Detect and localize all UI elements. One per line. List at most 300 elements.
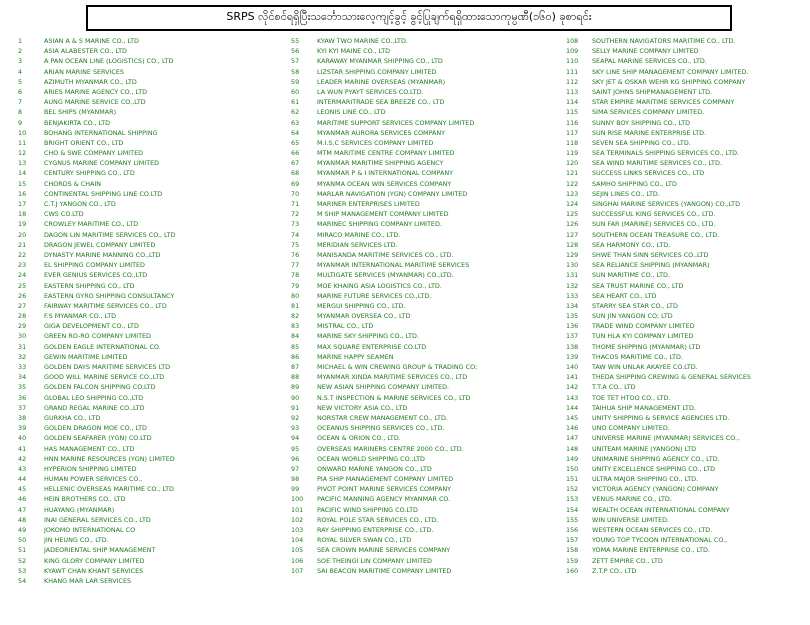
company-row [566, 87, 808, 97]
company-number: 46 [18, 495, 27, 504]
company-number: 135 [566, 312, 579, 321]
company-row [291, 321, 553, 331]
company-name: JOKOMO INTERNATIONAL CO [44, 526, 136, 534]
company-row [566, 342, 808, 352]
company-name: PACIFIC MANNING AGENCY MYANMAR CO. [317, 495, 451, 504]
company-name: LEONIS LINE CO., LTD [317, 108, 386, 117]
company-number: 73 [291, 220, 300, 229]
company-name: ZETT EMPIRE CO., LTD [592, 556, 663, 565]
company-row [566, 311, 808, 321]
company-name: HAS MANAGEMENT CO., LTD [44, 444, 135, 453]
company-row [291, 515, 553, 525]
company-number: 43 [18, 464, 27, 473]
company-row [291, 474, 553, 484]
company-number: 143 [566, 393, 579, 402]
company-name: TAIHUA SHIP MANAGEMENT LTD. [592, 403, 696, 412]
company-row [18, 87, 273, 97]
company-row [291, 270, 553, 280]
company-number: 150 [566, 464, 579, 473]
company-name: OCEAN & ORION CO., LTD. [317, 434, 401, 443]
company-name: JADEORIENTAL SHIP MANAGEMENT [44, 546, 156, 555]
company-row [18, 362, 273, 372]
company-row [566, 464, 808, 474]
company-name: MIRACO MARINE CO., LTD. [317, 230, 401, 239]
company-name: GEWIN MARITIME LIMITED [44, 352, 128, 361]
company-number: 12 [18, 149, 27, 158]
company-row [291, 46, 553, 56]
company-number: 50 [18, 536, 27, 545]
company-name: UNITY EXCELLENCE SHIPPING CO., LTD [592, 464, 716, 473]
company-number: 35 [18, 383, 27, 392]
company-row [291, 403, 553, 413]
company-name: ULTRA MAJOR SHIPPING CO., LTD. [592, 475, 699, 484]
company-name: SEA WIND MARITIME SERVICES CO., LTD. [592, 159, 722, 168]
company-row [291, 209, 553, 219]
company-row [18, 118, 273, 128]
company-number: 129 [566, 250, 579, 259]
company-row [291, 148, 553, 158]
company-row [566, 413, 808, 423]
company-name: SOE THEINGI LIN COMPANY LIMITED [317, 556, 432, 565]
company-number: 116 [566, 118, 579, 127]
company-number: 110 [566, 57, 579, 66]
company-row [566, 118, 808, 128]
company-row [291, 372, 553, 382]
company-name: INTERMARITRADE SEA BREEZE CO., LTD [317, 98, 445, 107]
company-row [291, 281, 553, 291]
company-name: MARINER ENTERPRISES LIMITED [317, 200, 420, 208]
company-number: 148 [566, 444, 579, 453]
company-number: 131 [566, 271, 579, 280]
company-name: CHORDS & CHAIN [44, 179, 102, 188]
company-name: NORSTAR CREW MANAGEMENT CO., LTD. [317, 413, 448, 422]
company-name: AUNG MARINE SERVICE CO.,LTD [44, 98, 146, 107]
company-row [566, 199, 808, 209]
company-row [566, 545, 808, 555]
company-name: EASTERN GYRO SHIPPING CONSULTANCY [44, 291, 175, 300]
company-name: BEL SHIPS (MYANMAR) [44, 108, 117, 117]
company-name: C.T.J YANGON CO., LTD [44, 200, 116, 208]
company-number: 61 [291, 98, 300, 107]
company-row [291, 107, 553, 117]
company-number: 133 [566, 291, 579, 300]
company-name: SOUTHERN OCEAN TREASURE CO., LTD. [592, 230, 720, 239]
company-number: 14 [18, 169, 27, 178]
company-name: BOHANG INTERNATIONAL SHIPPING [44, 128, 158, 137]
company-name: N.S.T INSPECTION & MARINE SERVICES CO., LTD [317, 393, 471, 402]
company-row [291, 219, 553, 229]
company-row [18, 474, 273, 484]
company-number: 72 [291, 210, 300, 219]
company-row [18, 454, 273, 464]
company-name: VENUS MARINE CO., LTD. [592, 495, 672, 504]
company-name: SINGHAI MARINE SERVICES (YANGON) CO.,LTD [592, 200, 740, 208]
company-name: MERIDIAN SERVICES LTD. [317, 240, 398, 249]
company-row [291, 494, 553, 504]
company-row [566, 179, 808, 189]
company-name: SUN FAR (MARINE) SERVICES CO., LTD. [592, 220, 716, 229]
company-name: HYPERION SHIPPING LIMITED [44, 464, 137, 473]
company-number: 115 [566, 108, 579, 117]
company-number: 113 [566, 87, 579, 96]
company-name: MULTIGATE SERVICES (MYANMAR) CO.,LTD. [317, 271, 454, 280]
company-name: SAI BEACON MARITIME COMPANY LIMITED [317, 566, 452, 575]
company-name: OCEANUS SHIPPING SERVICES CO., LTD. [317, 424, 445, 433]
company-number: 91 [291, 403, 300, 412]
company-name: MYANMAR OVERSEA CO., LTD [317, 312, 411, 321]
company-number: 66 [291, 149, 300, 158]
company-name: TOE TET HTOO CO., LTD. [592, 393, 671, 402]
company-name: SOUTHERN NAVIGATORS MARITIME CO., LTD. [592, 37, 736, 45]
company-name: ASIAN A & S MARINE CO., LTD [44, 37, 139, 45]
company-number: 111 [566, 67, 579, 76]
company-row [18, 97, 273, 107]
company-name: SHWE THAN SINN SERVICES CO.,LTD [592, 250, 709, 259]
company-number: 157 [566, 536, 579, 545]
company-row [566, 128, 808, 138]
company-row [566, 77, 808, 87]
company-name: SAMHO SHIPPING CO., LTD [592, 179, 677, 188]
company-number: 83 [291, 322, 300, 331]
company-number: 32 [18, 352, 27, 361]
company-row [18, 77, 273, 87]
company-row [566, 494, 808, 504]
company-number: 142 [566, 383, 579, 392]
company-row [18, 444, 273, 454]
company-name: SEVEN SEA SHIPPING CO., LTD. [592, 138, 691, 147]
company-name: F.S MYANMAR CO., LTD [44, 312, 117, 321]
company-row [566, 56, 808, 66]
company-number: 45 [18, 485, 27, 494]
company-name: DAGON LIN MARITIME SERVICES CO., LTD [44, 230, 176, 239]
company-number: 94 [291, 434, 300, 443]
company-row [291, 240, 553, 250]
company-name: GOLDEN EAGLE INTERNATIONAL CO. [44, 342, 161, 351]
company-number: 16 [18, 189, 27, 198]
company-number: 33 [18, 363, 27, 371]
company-name: SUCCESS LINKS SERVICES CO., LTD [592, 169, 705, 178]
company-number: 126 [566, 220, 579, 229]
company-row [566, 281, 808, 291]
company-row [566, 423, 808, 433]
company-name: SUN MARITIME CO., LTD. [592, 271, 670, 280]
company-row [566, 525, 808, 535]
company-number: 84 [291, 332, 300, 341]
company-name: MARLAR NAVIGATION (YGN) COMPANY LIMITED [317, 189, 468, 198]
company-number: 52 [18, 556, 27, 565]
company-name: THOME SHIPPING (MYANMAR) LTD [592, 342, 701, 351]
company-row [18, 403, 273, 413]
company-row [18, 46, 273, 56]
company-number: 124 [566, 200, 579, 208]
company-row [291, 566, 553, 576]
company-name: GOLDEN SEAFARER (YGN) CO.LTD [44, 434, 152, 443]
company-row [291, 158, 553, 168]
company-name: KING GLORY COMPANY LIMITED [44, 556, 145, 565]
company-number: 51 [18, 546, 27, 555]
company-row [566, 36, 808, 46]
company-name: YOUNG TOP TYCOON INTERNATIONAL CO., [592, 536, 728, 545]
company-row [18, 566, 273, 576]
company-number: 69 [291, 179, 300, 188]
company-number: 106 [291, 556, 304, 565]
company-number: 10 [18, 128, 27, 137]
company-name: MARINEC SHIPPING COMPANY LIMITED. [317, 220, 442, 229]
company-number: 100 [291, 495, 304, 504]
company-row [566, 331, 808, 341]
company-name: UNIVERSE MARINE (MYANMAR) SERVICES CO., [592, 434, 740, 443]
company-name: GURKHA CO., LTD [44, 413, 101, 422]
company-number: 9 [18, 118, 23, 127]
company-name: GREEN RO-RO COMPANY LIMITED [44, 332, 151, 341]
company-number: 21 [18, 240, 27, 249]
company-number: 140 [566, 363, 579, 371]
company-row [18, 382, 273, 392]
company-name: GOLDEN FALCON SHIPPING CO.LTD [44, 383, 156, 392]
company-row [566, 158, 808, 168]
company-row [18, 179, 273, 189]
company-column-1 [18, 36, 273, 586]
company-row [291, 260, 553, 270]
company-number: 5 [18, 77, 23, 86]
company-number: 75 [291, 240, 300, 249]
company-number: 153 [566, 495, 579, 504]
company-number: 26 [18, 291, 27, 300]
company-row [566, 566, 808, 576]
company-row [18, 230, 273, 240]
company-row [18, 494, 273, 504]
company-row [566, 230, 808, 240]
company-number: 65 [291, 138, 300, 147]
company-name: MERGUI SHIPPING CO., LTD. [317, 301, 406, 310]
company-number: 44 [18, 475, 27, 484]
company-row [566, 168, 808, 178]
company-name: NEW VICTORY ASIA CO., LTD [317, 403, 408, 412]
company-name: LA WUN PYAYT SERVICES CO.LTD. [317, 87, 424, 96]
company-row [18, 260, 273, 270]
company-row [18, 413, 273, 423]
company-name: ARIAN MARINE SERVICES [44, 67, 124, 76]
company-name: JIN HEUNG CO., LTD. [44, 536, 109, 545]
company-row [291, 67, 553, 77]
company-name: SUNNY BOY SHIPPING CO., LTD [592, 118, 691, 127]
company-row [291, 505, 553, 515]
company-name: MYANMAR INTERNATIONAL MARITIME SERVICES [317, 261, 470, 270]
company-number: 134 [566, 301, 579, 310]
company-row [291, 97, 553, 107]
company-number: 22 [18, 250, 27, 259]
company-name: SEA TERMINALS SHIPPING SERVICES CO., LTD. [592, 149, 740, 158]
company-row [566, 444, 808, 454]
company-row [18, 56, 273, 66]
company-row [18, 199, 273, 209]
company-row [566, 291, 808, 301]
company-name: THACOS MARITIME CO., LTD. [592, 352, 683, 361]
company-name: CYGNUS MARINE COMPANY LIMITED [44, 159, 160, 168]
company-row [18, 107, 273, 117]
company-row [291, 230, 553, 240]
company-name: CENTURY SHIPPING CO., LTD [44, 169, 135, 178]
company-name: HNN MARINE RESOURCES (YGN) LIMITED [44, 454, 175, 463]
company-name: INAI GENERAL SERVICES CO., LTD [44, 515, 151, 524]
company-number: 29 [18, 322, 27, 331]
company-number: 55 [291, 37, 300, 45]
company-row [566, 138, 808, 148]
company-row [566, 301, 808, 311]
company-number: 125 [566, 210, 579, 219]
company-number: 85 [291, 342, 300, 351]
company-name: TRADE WIND COMPANY LIMITED [592, 322, 695, 331]
company-row [566, 382, 808, 392]
company-row [291, 484, 553, 494]
company-number: 96 [291, 454, 300, 463]
company-name: PIA SHIP MANAGEMENT COMPANY LIMITED [317, 475, 454, 484]
company-number: 92 [291, 413, 300, 422]
company-name: GLOBAL LEO SHIPPING CO.,LTD [44, 393, 144, 402]
company-number: 31 [18, 342, 27, 351]
company-number: 159 [566, 556, 579, 565]
company-name: MYANMAR P & I INTERNATIONAL COMPANY [317, 169, 454, 178]
company-row [18, 189, 273, 199]
company-name: HUAYANG (MYANMAR) [44, 505, 115, 514]
company-row [18, 291, 273, 301]
company-number: 17 [18, 200, 27, 208]
company-number: 40 [18, 434, 27, 443]
company-number: 74 [291, 230, 300, 239]
company-row [18, 219, 273, 229]
company-number: 71 [291, 200, 300, 208]
company-number: 41 [18, 444, 27, 453]
company-number: 105 [291, 546, 304, 555]
company-name: PIVOT POINT MARINE SERVICES COMPANY [317, 485, 452, 494]
company-number: 30 [18, 332, 27, 341]
company-number: 67 [291, 159, 300, 168]
company-number: 154 [566, 505, 579, 514]
company-number: 90 [291, 393, 300, 402]
company-name: UNITY SHIPPING & SERVICE AGENCIES LTD. [592, 413, 730, 422]
company-name: GOLDEN DRAGON MOE CO., LTD [44, 424, 147, 433]
company-number: 160 [566, 566, 579, 575]
company-number: 13 [18, 159, 27, 168]
company-row [18, 433, 273, 443]
company-number: 138 [566, 342, 579, 351]
company-row [18, 372, 273, 382]
company-name: A PAN OCEAN LINE (LOGISTICS) CO., LTD [44, 57, 174, 66]
company-number: 93 [291, 424, 300, 433]
company-number: 141 [566, 373, 579, 382]
company-number: 70 [291, 189, 300, 198]
company-number: 151 [566, 475, 579, 484]
company-name: OVERSEAS MARINERS CENTRE 2000 CO., LTD. [317, 444, 464, 453]
company-row [566, 372, 808, 382]
company-row [291, 168, 553, 178]
company-number: 34 [18, 373, 27, 382]
company-name: GIGA DEVELOPMENT CO., LTD [44, 322, 139, 331]
company-name: OCEAN WORLD SHIPPING CO.,LTD [317, 454, 425, 463]
company-name: FAIRWAY MARITIME SERVICES CO., LTD [44, 301, 167, 310]
company-row [291, 189, 553, 199]
company-number: 7 [18, 98, 23, 107]
company-number: 49 [18, 526, 27, 534]
company-number: 89 [291, 383, 300, 392]
company-row [566, 403, 808, 413]
company-name: EL SHIPPING COMPANY LIMITED [44, 261, 145, 270]
company-number: 68 [291, 169, 300, 178]
company-number: 145 [566, 413, 579, 422]
company-name: WIN UNIVERSE LIMITED. [592, 515, 670, 524]
company-number: 156 [566, 526, 579, 534]
company-row [291, 545, 553, 555]
company-row [18, 484, 273, 494]
company-row [291, 362, 553, 372]
company-name: TUN HLA KYI COMPANY LIMITED [592, 332, 694, 341]
company-name: ROYAL POLE STAR SERVICES CO., LTD. [317, 515, 439, 524]
company-name: SUN JIN YANGON CO; LTD [592, 312, 673, 321]
company-column-3 [566, 36, 808, 576]
company-name: SUN RISE MARINE ENTERPRISE LTD. [592, 128, 707, 137]
company-number: 42 [18, 454, 27, 463]
company-name: SKY LINE SHIP MANAGEMENT COMPANY LIMITED. [592, 67, 749, 76]
company-name: DYNASTY MARINE MANNING CO.,LTD [44, 250, 161, 259]
company-number: 80 [291, 291, 300, 300]
company-row [18, 138, 273, 148]
company-row [18, 240, 273, 250]
company-number: 114 [566, 98, 579, 107]
company-row [291, 423, 553, 433]
company-name: MYANMAR MARITIME SHIPPING AGENCY [317, 159, 444, 168]
company-number: 76 [291, 250, 300, 259]
company-number: 117 [566, 128, 579, 137]
company-name: BRIGHT ORIENT CO., LTD [44, 138, 124, 147]
company-row [18, 36, 273, 46]
company-row [291, 250, 553, 260]
company-row [566, 250, 808, 260]
company-name: CWS CO.LTD [44, 210, 84, 219]
company-number: 3 [18, 57, 23, 66]
company-number: 82 [291, 312, 300, 321]
company-number: 130 [566, 261, 579, 270]
company-row [18, 525, 273, 535]
company-name: MISTRAL CO., LTD [317, 322, 374, 331]
company-number: 99 [291, 485, 300, 494]
company-row [18, 352, 273, 362]
company-row [566, 67, 808, 77]
company-row [18, 67, 273, 77]
company-row [566, 189, 808, 199]
company-name: DRAGON JEWEL COMPANY LIMITED [44, 240, 156, 249]
company-name: SUCCESSFUL KING SERVICES CO., LTD. [592, 210, 716, 219]
company-row [566, 474, 808, 484]
company-row [18, 301, 273, 311]
company-number: 109 [566, 47, 579, 56]
company-name: SELLY MARINE COMPANY LIMITED [592, 47, 699, 56]
company-number: 1 [18, 37, 23, 45]
company-row [291, 433, 553, 443]
company-number: 23 [18, 261, 27, 270]
company-number: 4 [18, 67, 23, 76]
company-name: KYAWT CHAN KHANT SERVICES [44, 566, 144, 575]
page-title: SRPS လိုင်စင်ရရှိပြီးသင်္ဘောသားလေ့ကျင့်ခွင့် ခွင့်ပြုချက်ရရှိထားသောကုမ္ပဏီ(၁၆၀) ခုစာရင်း [86, 5, 732, 31]
company-row [566, 107, 808, 117]
company-row [566, 556, 808, 566]
company-row [291, 331, 553, 341]
company-row [566, 209, 808, 219]
company-number: 39 [18, 424, 27, 433]
company-name: MTM MARITIME CENTRE COMPANY LIMITED [317, 149, 455, 158]
company-number: 127 [566, 230, 579, 239]
company-number: 144 [566, 403, 579, 412]
company-row [18, 393, 273, 403]
